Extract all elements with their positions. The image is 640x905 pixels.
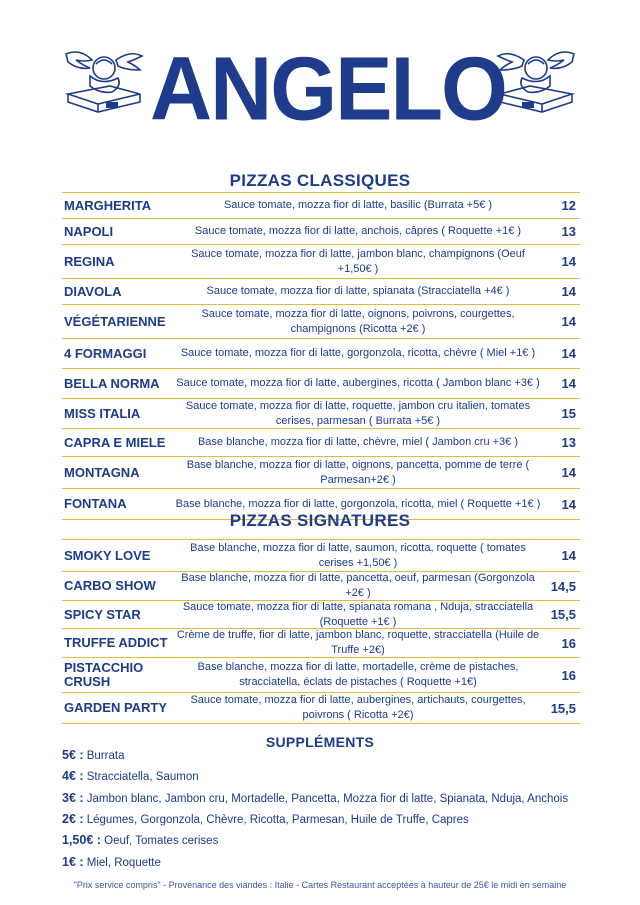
menu-row <box>62 368 580 398</box>
menu-row <box>62 244 580 278</box>
pizza-price: 16 <box>561 667 576 683</box>
supplement-line <box>62 855 161 869</box>
supplement-price: 1,50€ : <box>62 833 101 847</box>
pizza-description: Sauce tomate, mozza fior di latte, jambon blanc, champignons (Oeuf +1,50€ ) <box>191 247 525 275</box>
pizza-name: GARDEN PARTY <box>64 700 168 715</box>
supplement-price: 1€ : <box>62 855 84 869</box>
menu-row <box>62 600 580 628</box>
pizza-price: 15,5 <box>550 700 576 716</box>
pizza-price: 14 <box>561 376 576 391</box>
pizza-name: DIAVOLA <box>64 283 122 299</box>
menu-row <box>62 692 580 724</box>
classiques-table <box>62 192 580 520</box>
menu-row <box>62 456 580 488</box>
pizza-description: Sauce tomate, mozza fior di latte, anchois, câpres ( Roquette +1€ ) <box>194 225 522 237</box>
pizza-name: FONTANA <box>64 496 127 511</box>
supplement-line <box>62 769 199 783</box>
menu-row <box>62 657 580 692</box>
pizza-price: 14 <box>561 254 576 269</box>
pizza-description: Sauce tomate, mozza fior di latte, spianata romana , Nduja, stracciatella (Roquette +1€ ) <box>182 600 534 628</box>
pizza-price: 14 <box>561 465 576 480</box>
signatures-table <box>62 539 580 724</box>
header <box>0 30 640 140</box>
supplement-items: Burrata <box>86 750 125 762</box>
supplement-price: 4€ : <box>62 769 84 783</box>
pizza-price: 13 <box>561 435 576 450</box>
supplement-line <box>62 833 218 847</box>
pizza-description: Sauce tomate, mozza fior di latte, aubergines, artichauts, courgettes, poivrons ( Ricotta +2€) <box>190 694 526 721</box>
cherub-pizza-box-icon <box>496 46 578 116</box>
cherub-pizza-box-icon <box>62 46 144 116</box>
menu-row <box>62 278 580 304</box>
pizza-price: 14 <box>561 314 576 329</box>
pizza-name: 4 FORMAGGI <box>64 345 147 361</box>
pizza-name: NAPOLI <box>64 223 114 239</box>
brand-logo: ANGELO <box>150 38 506 140</box>
pizza-description: Sauce tomate, mozza fior di latte, gorgonzola, ricotta, chèvre ( Miel +1€ ) <box>180 347 536 359</box>
pizza-name: VÉGÉTARIENNE <box>64 313 166 329</box>
pizza-description: Base blanche, mozza fior di latte, chèvre, miel ( Jambon cru +3€ ) <box>197 436 519 448</box>
pizza-name: BELLA NORMA <box>64 375 160 391</box>
supplement-price: 3€ : <box>62 791 84 805</box>
pizza-description: Crème de truffe, fior di latte, jambon blanc, roquette, stracciatella (Huile de Truffe +2€) <box>176 629 540 656</box>
pizza-name: MONTAGNA <box>64 464 140 480</box>
supplement-items: Jambon blanc, Jambon cru, Mortadelle, Pancetta, Mozza fior di latte, Spianata, Nduja, Anchois <box>86 793 569 805</box>
pizza-name: CARBO SHOW <box>64 578 156 593</box>
footer-note: "Prix service compris" - Provenance des viandes : Italie - Cartes Restaurant acceptées à hauteur de 25€ le midi en semaine <box>73 880 567 890</box>
pizza-description: Sauce tomate, mozza fior di latte, spianata (Stracciatella +4€ ) <box>206 285 510 297</box>
pizza-description: Sauce tomate, mozza fior di latte, aubergines, ricotta ( Jambon blanc +3€ ) <box>176 377 540 389</box>
pizza-description: Base blanche, mozza fior di latte, saumon, ricotta, roquette ( tomates cerises +1,50€ ) <box>190 541 526 569</box>
menu-row <box>62 192 580 218</box>
pizza-price: 14 <box>561 346 576 361</box>
menu-row <box>62 304 580 338</box>
pizza-description: Sauce tomate, mozza fior di latte, oignons, poivrons, courgettes, champignons (Ricotta +2€ ) <box>201 307 515 335</box>
pizza-price: 14 <box>561 496 576 512</box>
supplement-line <box>62 791 568 805</box>
supplement-price: 5€ : <box>62 748 84 762</box>
section-title-signatures: PIZZAS SIGNATURES <box>229 511 411 530</box>
pizza-price: 15 <box>561 406 576 421</box>
menu-row <box>62 428 580 456</box>
supplement-items: Miel, Roquette <box>86 857 161 869</box>
supplement-items: Stracciatella, Saumon <box>86 771 199 783</box>
pizza-description: Base blanche, mozza fior di latte, oignons, pancetta, pomme de terre ( Parmesan+2€ ) <box>186 458 530 486</box>
pizza-price: 12 <box>561 198 576 213</box>
pizza-name: PISTACCHIO CRUSH <box>64 660 144 689</box>
pizza-price: 14 <box>561 284 576 299</box>
section-title-classiques: PIZZAS CLASSIQUES <box>229 171 411 190</box>
pizza-name: REGINA <box>64 253 115 269</box>
pizza-name: TRUFFE ADDICT <box>64 635 168 650</box>
pizza-description: Sauce tomate, mozza fior di latte, basilic (Burrata +5€ ) <box>223 199 493 211</box>
pizza-description: Sauce tomate, mozza fior di latte, roquette, jambon cru italien, tomates cerises, parmesan ( Burrata +5€ ) <box>185 399 531 427</box>
menu-row <box>62 539 580 571</box>
menu-row <box>62 628 580 657</box>
menu-row <box>62 571 580 600</box>
pizza-price: 14 <box>561 548 576 563</box>
pizza-description: Base blanche, mozza fior di latte, pancetta, oeuf, parmesan (Gorgonzola +2€ ) <box>181 572 535 599</box>
supplement-line <box>62 748 124 762</box>
pizza-name: SPICY STAR <box>64 606 141 622</box>
pizza-price: 14,5 <box>550 578 576 594</box>
pizza-name: MISS ITALIA <box>64 405 141 421</box>
section-title-supplements: SUPPLÉMENTS <box>265 734 375 750</box>
pizza-name: MARGHERITA <box>64 197 152 213</box>
supplement-items: Légumes, Gorgonzola, Chèvre, Ricotta, Parmesan, Huile de Truffe, Capres <box>86 814 469 826</box>
pizza-price: 15,5 <box>550 607 576 622</box>
menu-row <box>62 398 580 428</box>
supplement-line <box>62 812 469 826</box>
menu-row <box>62 338 580 368</box>
pizza-description: Base blanche, mozza fior di latte, mortadelle, crème de pistaches, stracciatella, éclats de pistaches ( Roquette +1€) <box>197 661 519 688</box>
menu-row <box>62 218 580 244</box>
pizza-name: CAPRA E MIELE <box>64 434 166 450</box>
pizza-price: 16 <box>561 635 576 651</box>
supplement-items: Oeuf, Tomates cerises <box>104 835 219 847</box>
pizza-name: SMOKY LOVE <box>64 547 151 563</box>
pizza-price: 13 <box>561 224 576 239</box>
pizza-description: Base blanche, mozza fior di latte, gorgonzola, ricotta, miel ( Roquette +1€ ) <box>175 497 541 510</box>
supplement-price: 2€ : <box>62 812 84 826</box>
